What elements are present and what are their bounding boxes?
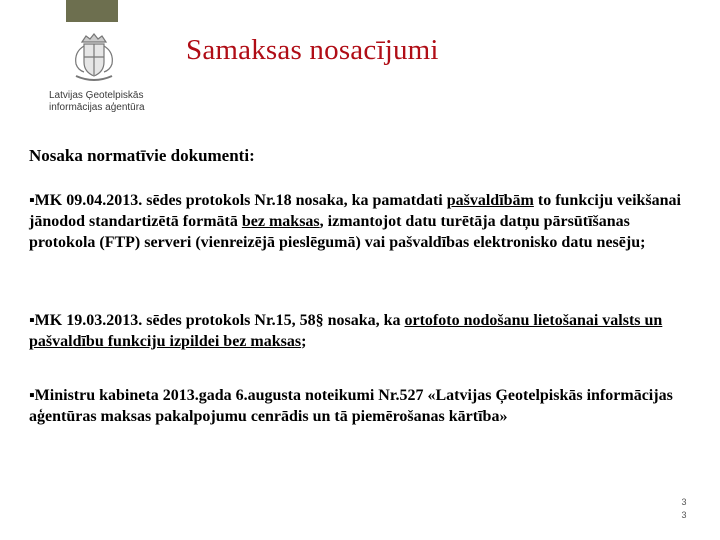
page-title: Samaksas nosacījumi: [186, 34, 439, 66]
bullet: ▪: [29, 387, 35, 404]
logo-caption: [49, 90, 159, 114]
logo-line-1: Latvijas Ģeotelpiskās: [49, 90, 144, 101]
underlined-text: pašvaldībām: [446, 192, 534, 209]
agency-logo: [36, 30, 152, 122]
paragraph-text: ;: [301, 333, 307, 350]
paragraph-mk-2013-03-19: [29, 310, 689, 352]
paragraph-text: MK 19.03.2013. sēdes protokols Nr.15, 58§ nosaka, ka: [34, 312, 405, 329]
page-number-line-2: 3: [681, 510, 687, 520]
section-heading: Nosaka normatīvie dokumenti:: [29, 146, 255, 165]
bullet: ▪: [29, 192, 35, 209]
page-number: [674, 496, 694, 522]
paragraph-text: Ministru kabineta 2013.gada 6.augusta noteikumi Nr.527 «Latvijas Ģeotelpiskās informācijas aģentūras maksas pakalpojumu cenrādis un tā piemērošanas kārtība»: [29, 387, 673, 425]
top-accent-bar: [66, 0, 118, 22]
coat-of-arms-icon: [64, 30, 124, 86]
paragraph-mk-regulation-527: [29, 385, 689, 427]
bullet: ▪: [29, 312, 35, 329]
paragraph-mk-2013-04-09: [29, 190, 689, 253]
page-number-line-1: 3: [681, 497, 687, 507]
logo-line-2: informācijas aģentūra: [49, 102, 145, 113]
underlined-text: bez maksas: [241, 213, 320, 230]
underlined-text: ortofoto nodošanu lietošanai valsts un pašvaldību funkciju izpildei bez maksas: [29, 312, 663, 350]
paragraph-text: to funkciju veikšanai jānodod standartizētā formātā: [29, 192, 681, 230]
paragraph-text: MK 09.04.2013. sēdes protokols Nr.18 nosaka, ka pamatdati: [34, 192, 447, 209]
paragraph-text: , izmantojot datu turētāja datņu pārsūtīšanas protokola (FTP) serveri (vienreizējā pieslēgumā) vai pašvaldības elektronisko datu nesēju;: [29, 213, 646, 251]
